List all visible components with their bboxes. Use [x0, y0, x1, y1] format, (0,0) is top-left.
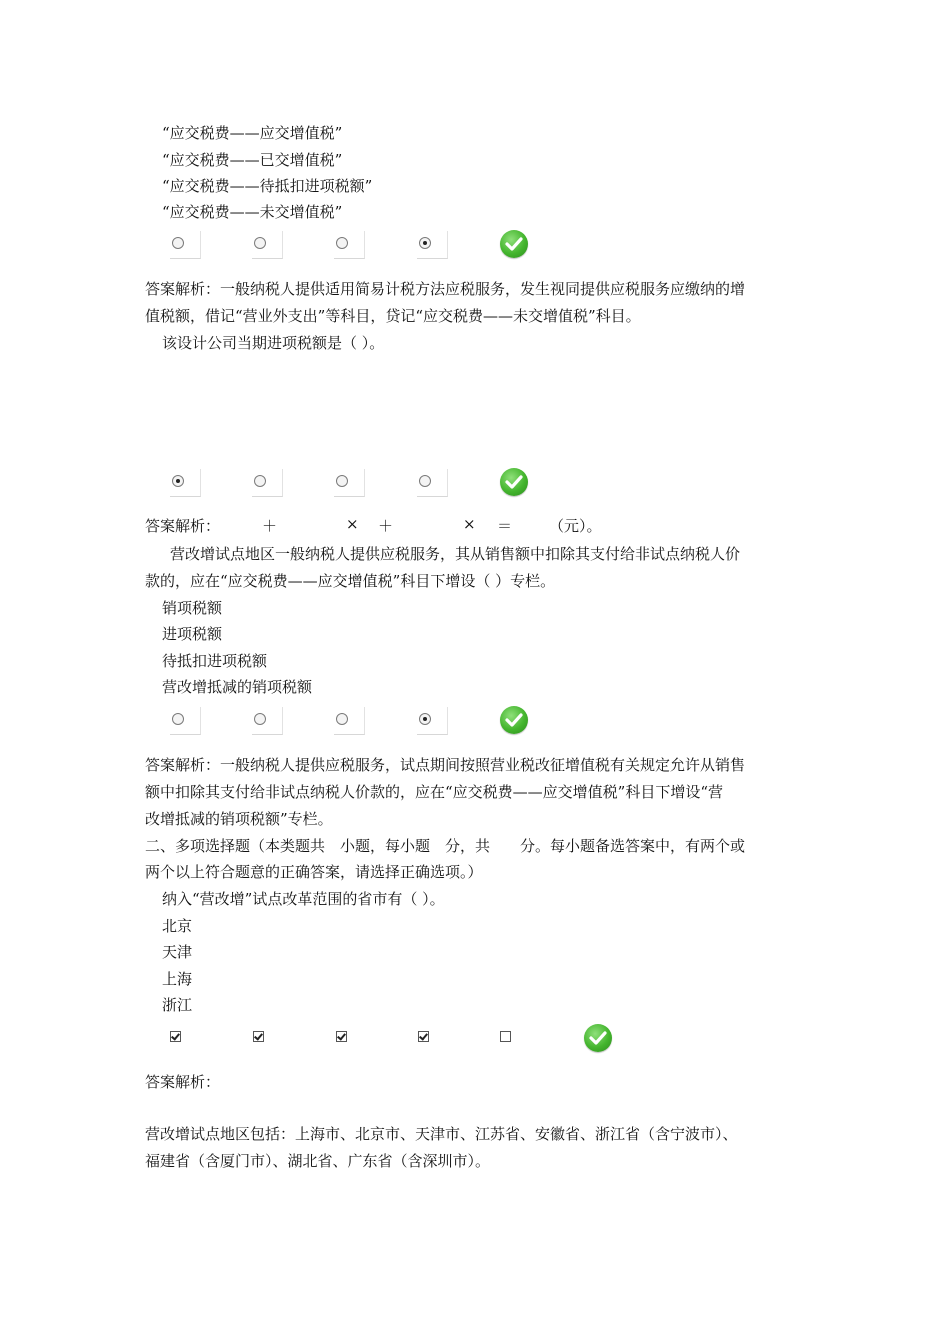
q3-option-b-radio[interactable]: [254, 713, 266, 725]
correct-check-icon: [500, 706, 528, 734]
q3-option-d-radio[interactable]: [419, 713, 431, 725]
q4-option-d: 浙江: [162, 996, 193, 1014]
q3-option-b: 进项税额: [162, 625, 223, 643]
q3-analysis-line-2: 额中扣除其支付给非试点纳税人价款的，应在“应交税费——应交增值税”科目下增设“营: [145, 783, 724, 801]
q2-formula-times-2: ×: [463, 515, 476, 533]
q4-analysis-line-1: 营改增试点地区包括：上海市、北京市、天津市、江苏省、安徽省、浙江省（含宁波市）、: [145, 1125, 738, 1143]
q2-formula-plus-1: ＋: [262, 517, 278, 535]
q3-option-a: 销项税额: [162, 599, 223, 617]
q1-option-b-radio[interactable]: [254, 237, 266, 249]
q3-option-a-radio[interactable]: [172, 713, 184, 725]
correct-check-icon: [500, 468, 528, 496]
q4-option-b: 天津: [162, 943, 193, 961]
q2-option-d-radio[interactable]: [419, 475, 431, 487]
q4-option-b-checkbox[interactable]: [253, 1031, 264, 1042]
q2-formula-equals: ＝: [497, 517, 513, 535]
q2-option-a-radio[interactable]: [172, 475, 184, 487]
q4-option-d-checkbox[interactable]: [418, 1031, 429, 1042]
q4-analysis-line-2: 福建省（含厦门市）、湖北省、广东省（含深圳市）。: [145, 1152, 491, 1170]
q1-analysis-line-1: 答案解析：一般纳税人提供适用简易计税方法应税服务，发生视同提供应税服务应缴纳的增: [145, 280, 746, 298]
q4-option-c: 上海: [162, 970, 193, 988]
q3-question-line-1: 营改增试点地区一般纳税人提供应税服务，其从销售额中扣除其支付给非试点纳税人价: [170, 545, 741, 563]
q1-option-c-radio[interactable]: [336, 237, 348, 249]
q4-question: 纳入“营改增”试点改革范围的省市有（ ）。: [162, 890, 445, 908]
q4-option-e-checkbox[interactable]: [500, 1031, 511, 1042]
q4-option-c-checkbox[interactable]: [336, 1031, 347, 1042]
q3-analysis-line-3: 改增抵减的销项税额”专栏。: [145, 810, 333, 828]
q3-analysis-line-1: 答案解析：一般纳税人提供应税服务，试点期间按照营业税改征增值税有关规定允许从销售: [145, 756, 746, 774]
q1-option-a-radio[interactable]: [172, 237, 184, 249]
q3-option-d: 营改增抵减的销项税额: [162, 678, 313, 696]
q2-formula-times-1: ×: [346, 515, 359, 533]
q2-option-b-radio[interactable]: [254, 475, 266, 487]
q2-question: 该设计公司当期进项税额是（ ）。: [162, 334, 385, 352]
q4-option-a: 北京: [162, 917, 193, 935]
q1-option-a: “应交税费——应交增值税”: [162, 124, 343, 142]
q4-option-a-checkbox[interactable]: [170, 1031, 181, 1042]
q3-question-line-2: 款的，应在“应交税费——应交增值税”科目下增设（ ）专栏。: [145, 572, 556, 590]
q3-option-c-radio[interactable]: [336, 713, 348, 725]
section-2-heading-line-2: 两个以上符合题意的正确答案，请选择正确选项。）: [145, 863, 483, 881]
section-2-heading-line-1: 二、多项选择题（本类题共 小题，每小题 分，共 分。每小题备选答案中，有两个或: [145, 837, 746, 855]
q1-option-b: “应交税费——已交增值税”: [162, 151, 343, 169]
q1-analysis-line-2: 值税额，借记“营业外支出”等科目，贷记“应交税费——未交增值税”科目。: [145, 307, 641, 325]
q4-analysis-label: 答案解析：: [145, 1073, 221, 1091]
q1-option-c: “应交税费——待抵扣进项税额”: [162, 177, 373, 195]
q2-formula-unit: （元）。: [549, 517, 602, 535]
q1-option-d-radio[interactable]: [419, 237, 431, 249]
q2-analysis-label: 答案解析：: [145, 517, 221, 535]
q1-option-d: “应交税费——未交增值税”: [162, 203, 343, 221]
correct-check-icon: [500, 230, 528, 258]
q3-option-c: 待抵扣进项税额: [162, 652, 268, 670]
q2-formula-plus-2: ＋: [378, 517, 394, 535]
q2-option-c-radio[interactable]: [336, 475, 348, 487]
correct-check-icon: [584, 1024, 612, 1052]
